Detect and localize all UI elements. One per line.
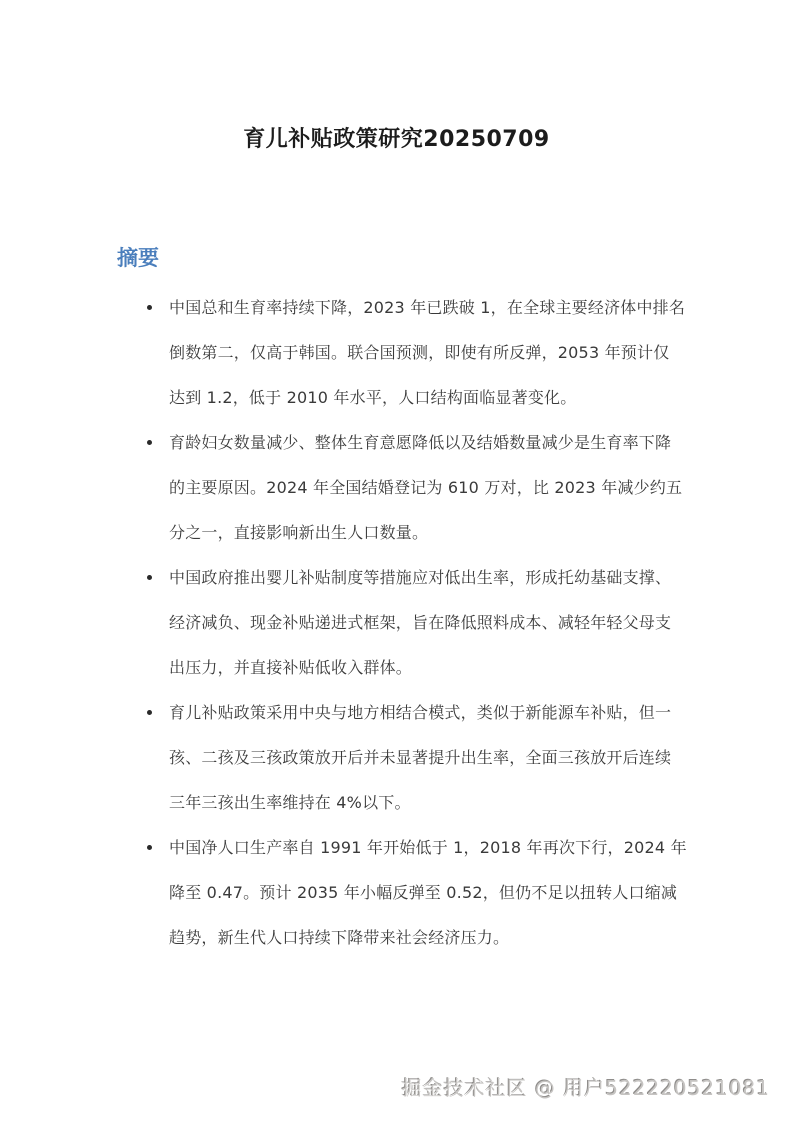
bullet-text (169, 420, 707, 555)
document-title: 育儿补贴政策研究20250709 (243, 127, 550, 152)
bullet-line: 的主要原因。2024 年全国结婚登记为 610 万对，比 2023 年减少约五 (169, 478, 683, 497)
bullet-text (169, 690, 707, 825)
bullet-line: 中国总和生育率持续下降，2023 年已跌破 1，在全球主要经济体中排名 (169, 298, 686, 317)
summary-heading: 摘要 (117, 246, 159, 270)
summary-bullet-1 (147, 285, 707, 420)
bullet-line: 降至 0.47。预计 2035 年小幅反弹至 0.52，但仍不足以扭转人口缩减 (169, 883, 678, 902)
bullet-text (169, 285, 707, 420)
bullet-line: 出压力，并直接补贴低收入群体。 (169, 658, 413, 677)
summary-bullet-3 (147, 555, 707, 690)
summary-bullet-2 (147, 420, 707, 555)
bullet-line: 孩、二孩及三孩政策放开后并未显著提升出生率，全面三孩放开后连续 (169, 748, 672, 767)
bullet-dot-icon (147, 305, 152, 310)
bullet-dot-icon (147, 440, 152, 445)
bullet-line: 经济减负、现金补贴递进式框架，旨在降低照料成本、减轻年轻父母支 (169, 613, 672, 632)
bullet-dot-icon (147, 845, 152, 850)
bullet-line: 中国净人口生产率自 1991 年开始低于 1，2018 年再次下行，2024 年 (169, 838, 687, 857)
summary-bullet-5 (147, 825, 707, 960)
bullet-dot-icon (147, 710, 152, 715)
bullet-line: 分之一，直接影响新出生人口数量。 (169, 523, 429, 542)
watermark: 掘金技术社区 @ 用户522220521081 (401, 1076, 770, 1100)
bullet-line: 中国政府推出婴儿补贴制度等措施应对低出生率，形成托幼基础支撑、 (169, 568, 672, 587)
bullet-text (169, 555, 707, 690)
bullet-dot-icon (147, 575, 152, 580)
summary-bullet-4 (147, 690, 707, 825)
bullet-line: 育儿补贴政策采用中央与地方相结合模式，类似于新能源车补贴，但一 (169, 703, 672, 722)
summary-bullet-list (147, 285, 707, 960)
bullet-line: 倒数第二，仅高于韩国。联合国预测，即使有所反弹，2053 年预计仅 (169, 343, 670, 362)
bullet-text (169, 825, 707, 960)
bullet-line: 趋势，新生代人口持续下降带来社会经济压力。 (169, 928, 510, 947)
bullet-line: 达到 1.2，低于 2010 年水平，人口结构面临显著变化。 (169, 388, 577, 407)
bullet-line: 三年三孩出生率维持在 4%以下。 (169, 793, 411, 812)
bullet-line: 育龄妇女数量减少、整体生育意愿降低以及结婚数量减少是生育率下降 (169, 433, 672, 452)
